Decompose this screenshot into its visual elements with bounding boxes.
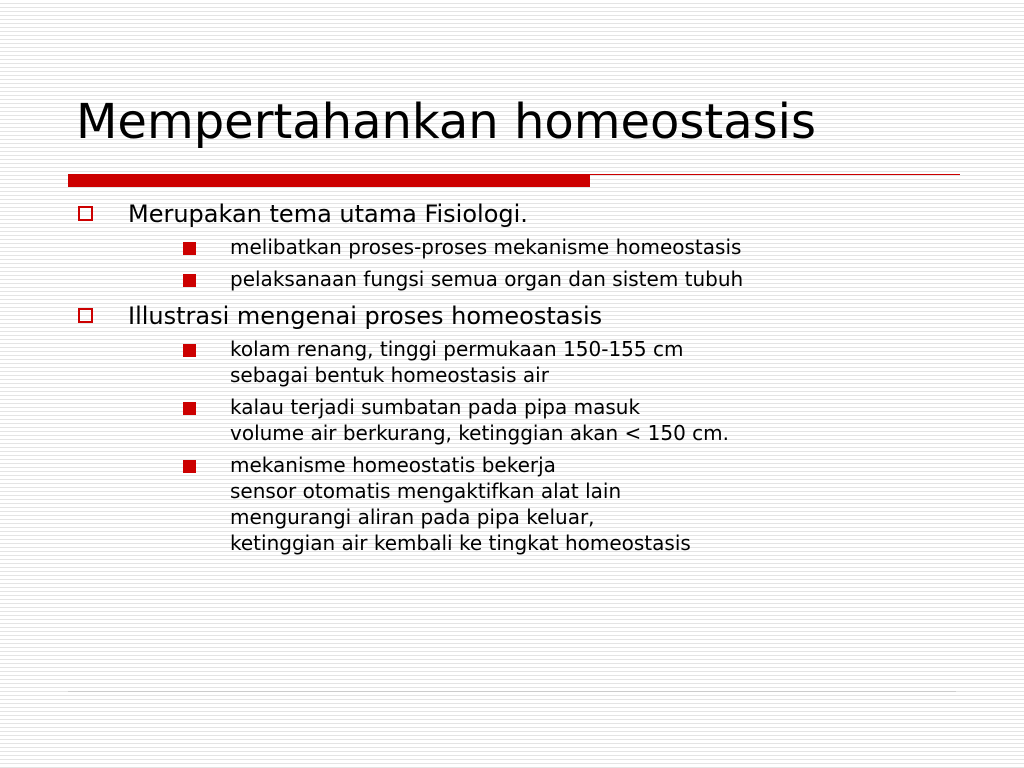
slide-title: Mempertahankan homeostasis	[76, 94, 817, 150]
bullet-item-level2	[128, 266, 956, 292]
bullet-item-level2	[128, 336, 956, 388]
filled-square-bullet-icon	[183, 402, 196, 415]
sub-bullet-text: volume air berkurang, ketinggian akan < 150 cm.	[230, 421, 730, 445]
sub-bullet-text: mekanisme homeostatis bekerja	[230, 453, 556, 477]
bullet-list	[76, 200, 956, 556]
sub-bullet-text: sebagai bentuk homeostasis air	[230, 363, 549, 387]
footer-divider	[68, 691, 956, 692]
bullet-text: Merupakan tema utama Fisiologi.	[128, 200, 528, 228]
sub-bullet-text: sensor otomatis mengaktifkan alat lain	[230, 479, 622, 503]
filled-square-bullet-icon	[183, 274, 196, 287]
bullet-item-level2	[128, 234, 956, 260]
sub-bullet-list	[128, 234, 956, 292]
bullet-item-level1	[76, 200, 956, 292]
bullet-item-level1	[76, 302, 956, 556]
sub-bullet-text: kalau terjadi sumbatan pada pipa masuk	[230, 395, 641, 419]
sub-bullet-text: melibatkan proses-proses mekanisme homeostasis	[230, 235, 742, 259]
sub-bullet-text: mengurangi aliran pada pipa keluar,	[230, 505, 595, 529]
title-underline-thick	[68, 175, 590, 187]
filled-square-bullet-icon	[183, 344, 196, 357]
sub-bullet-text: kolam renang, tinggi permukaan 150-155 cm	[230, 337, 684, 361]
hollow-square-bullet-icon	[78, 308, 93, 323]
bullet-text: Illustrasi mengenai proses homeostasis	[128, 302, 603, 330]
sub-bullet-text: ketinggian air kembali ke tingkat homeostasis	[230, 531, 691, 555]
sub-bullet-text: pelaksanaan fungsi semua organ dan sistem tubuh	[230, 267, 744, 291]
filled-square-bullet-icon	[183, 460, 196, 473]
bullet-item-level2	[128, 394, 956, 446]
hollow-square-bullet-icon	[78, 206, 93, 221]
sub-bullet-list	[128, 336, 956, 556]
bullet-item-level2	[128, 452, 956, 556]
filled-square-bullet-icon	[183, 242, 196, 255]
